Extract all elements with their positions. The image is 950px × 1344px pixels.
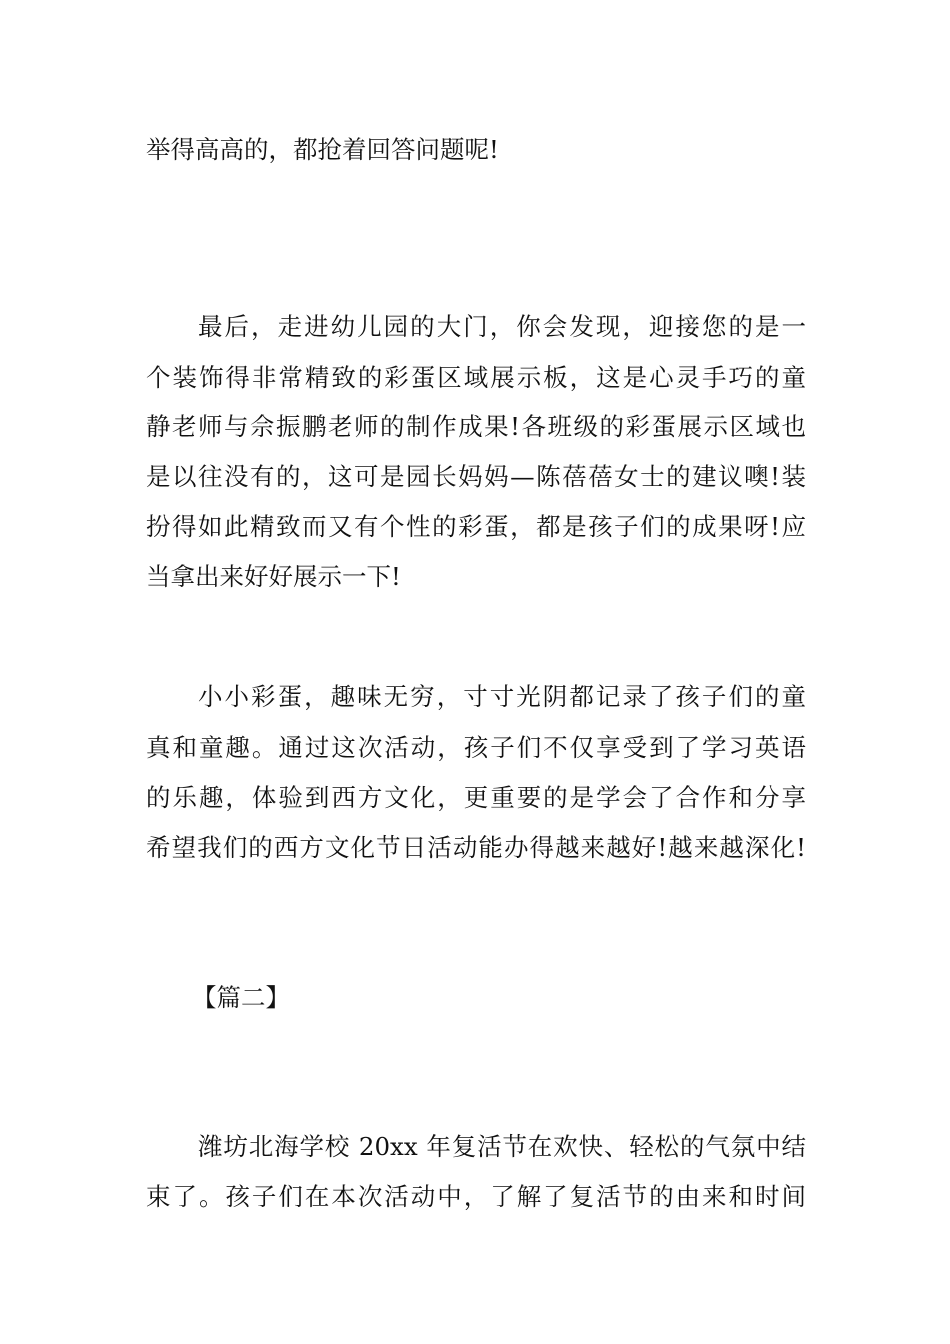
paragraph-line: 举得高高的，都抢着回答问题呢! <box>146 135 499 164</box>
section-heading: 【篇二】 <box>192 983 290 1012</box>
paragraph-line: 小小彩蛋，趣味无穷，寸寸光阴都记录了孩子们的童 <box>198 682 806 711</box>
paragraph-line: 束了。孩子们在本次活动中，了解了复活节的由来和时间 <box>146 1182 806 1211</box>
paragraph-line: 扮得如此精致而又有个性的彩蛋，都是孩子们的成果呀!应 <box>146 512 806 541</box>
paragraph-line: 最后，走进幼儿园的大门，你会发现，迎接您的是一 <box>198 312 806 341</box>
paragraph-line: 希望我们的西方文化节日活动能办得越来越好!越来越深化! <box>146 833 806 862</box>
paragraph-line: 是以往没有的，这可是园长妈妈—陈蓓蓓女士的建议噢!装 <box>146 462 806 491</box>
paragraph-line: 静老师与佘振鹏老师的制作成果!各班级的彩蛋展示区域也 <box>146 412 806 441</box>
paragraph-line: 潍坊北海学校 20xx 年复活节在欢快、轻松的气氛中结 <box>198 1132 806 1161</box>
paragraph-line: 真和童趣。通过这次活动，孩子们不仅享受到了学习英语 <box>146 733 806 762</box>
paragraph-line: 的乐趣，体验到西方文化，更重要的是学会了合作和分享 <box>146 783 806 812</box>
paragraph-line: 当拿出来好好展示一下! <box>146 562 401 591</box>
paragraph-line: 个装饰得非常精致的彩蛋区域展示板，这是心灵手巧的童 <box>146 363 806 392</box>
